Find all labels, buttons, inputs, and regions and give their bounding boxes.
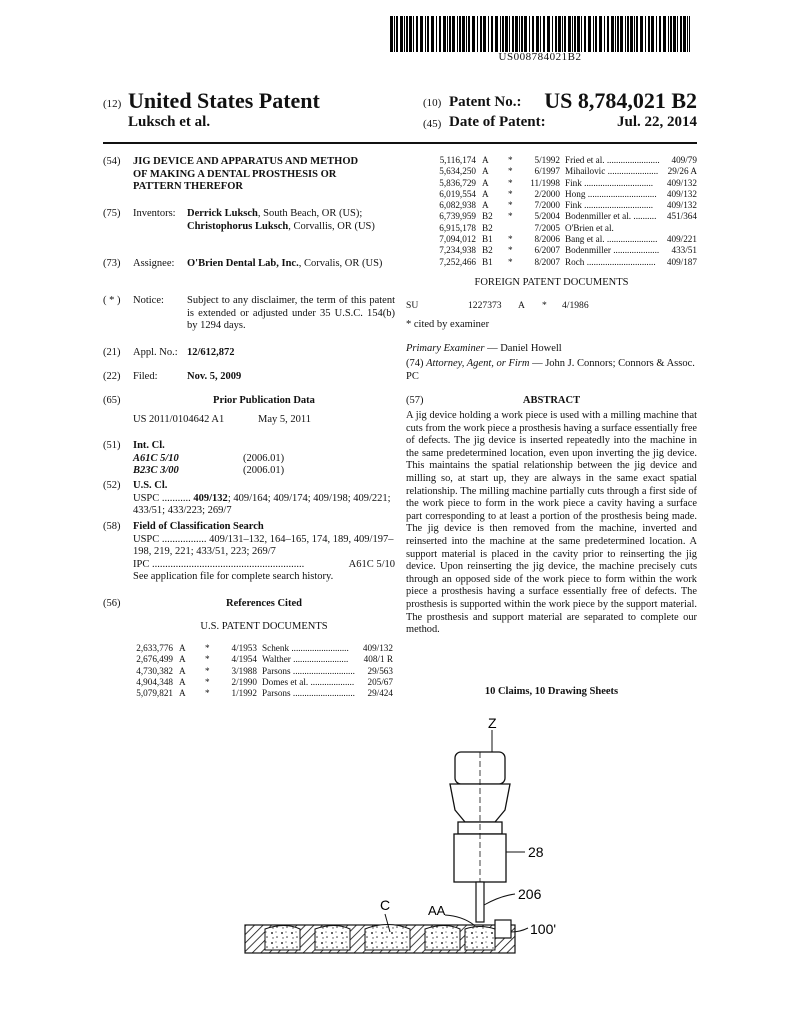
field-52: [103, 480, 395, 518]
attorney: (74) Attorney, Agent, or Firm — John J. Connors; Connors & Assoc. PC: [406, 358, 695, 382]
appl-no-value: 12/612,872: [187, 347, 235, 358]
int-cl-row-1: A61C 5/10 (2006.01): [133, 452, 285, 464]
assignee-value: O'Brien Dental Lab, Inc., Corvalis, OR (US): [187, 258, 383, 269]
header-rule: [103, 142, 697, 144]
list-item: 2,633,776 A * 4/1953 Schenk ......................... 409/132: [136, 643, 393, 653]
tag-65: (65): [103, 395, 121, 406]
prior-pub-heading: Prior Publication Data: [213, 395, 315, 406]
references-heading: References Cited: [226, 598, 302, 609]
field-51: [103, 440, 395, 478]
patent-title: JIG DEVICE AND APPARATUS AND METHOD OF MAKING A DENTAL PROSTHESIS OR PATTERN THEREFOR: [133, 156, 359, 192]
field-54: [103, 156, 395, 194]
abstract-text: A jig device holding a work piece is used with a milling machine that cuts from the work piece a prosthesis having a surface essentially free of defects. The jig device is inserted repeatedly into the machine in the same predetermined location, even upon inverting the jig device. This maintains the spatial relationship between the jig device and milling so, at start up, they are always in the same exact spatial relationship. The milling machine partially cuts through a first side of the work piece to form in the work piece a cavity having a surface part corresponding to at least a portion of the prosthesis being made. The jig device is then removed from the machine, inverted and reinserted into the machine at the same predetermined location. A support material is placed in the cavity prior to reinserting the jig device. Upon reinserting the jig device, the machine precisely cuts through an opposed side of the work piece to form within the work piece a prosthesis having a surface essentially free of defects. The prosthesis is supported within the work piece by the support material. The prosthesis and support material are separated to complete our method.: [406, 410, 697, 636]
barcode-number: US008784021B2: [498, 51, 582, 63]
primary-examiner: Primary Examiner — Daniel Howell: [406, 343, 562, 354]
field-search-label: Field of Classification Search: [133, 521, 264, 532]
field-21: [103, 347, 395, 360]
us-cl-value: USPC ........... 409/132; 409/164; 409/174; 409/198; 409/221; 433/51; 433/223; 269/7: [133, 492, 391, 516]
list-item: 6,739,959 B2 * 5/2004 Bodenmiller et al. .......... 451/364: [439, 211, 697, 222]
claims-line: 10 Claims, 10 Drawing Sheets: [484, 686, 619, 697]
field-notice: [103, 295, 395, 333]
list-item: 5,836,729 A * 11/1998 Fink .............................. 409/132: [439, 177, 697, 188]
list-item: 7,094,012 B1 * 8/2006 Bang et al. ...................... 409/221: [439, 234, 697, 245]
inventors-value: Derrick Luksch, South Beach, OR (US); Christophorus Luksch, Corvallis, OR (US): [187, 208, 375, 232]
jig-device: [245, 920, 515, 953]
field-75: [103, 208, 395, 233]
leader-aa: [445, 915, 474, 925]
label-206: 206: [518, 886, 542, 902]
field-search-note: See application file for complete search history.: [133, 571, 334, 582]
tag-58: (58): [103, 521, 121, 532]
field-search-ipc: IPC .......................................................... A61C 5/10: [133, 558, 395, 570]
tag-10: (10): [423, 97, 442, 109]
field-56: [103, 598, 395, 633]
field-65: [103, 395, 395, 426]
list-item: 7,234,938 B2 * 6/2007 Bodenmiller .................... 433/51: [439, 245, 697, 256]
label-100: 100': [530, 921, 557, 937]
foreign-heading: FOREIGN PATENT DOCUMENTS: [474, 277, 629, 288]
tag-notice: ( * ): [103, 295, 121, 306]
filed-value: Nov. 5, 2009: [187, 371, 242, 382]
cited-by-examiner: * cited by examiner: [406, 319, 490, 330]
int-cl-row-2: B23C 3/00 (2006.01): [133, 465, 285, 476]
list-item: 6,019,554 A * 2/2000 Hong .............................. 409/132: [439, 188, 697, 199]
appl-no-label: Appl. No.:: [133, 347, 178, 358]
doc-type: United States Patent: [128, 88, 320, 113]
tag-52: (52): [103, 480, 121, 491]
patent-date: Jul. 22, 2014: [616, 114, 697, 130]
abstract-heading-row: (57) ABSTRACT: [406, 395, 697, 408]
patent-drawing: [240, 710, 570, 960]
cutter-206: [476, 882, 484, 922]
field-search-uspc: USPC ................. 409/131–132, 164–165, 174, 189, 409/197–198, 219, 221; 433/51, 223; 269/7: [133, 533, 394, 557]
prior-pub-row: US 2011/0104642 A1 May 5, 2011: [133, 413, 311, 425]
tag-56: (56): [103, 598, 121, 609]
label-28: 28: [528, 844, 544, 860]
label-c: C: [380, 897, 391, 913]
list-item: 6,915,178 B2 7/2005 O'Brien et al.: [439, 222, 614, 233]
field-58: [103, 521, 395, 584]
tag-51: (51): [103, 440, 121, 451]
tag-54: (54): [103, 156, 121, 167]
tag-21: (21): [103, 347, 121, 358]
tag-73: (73): [103, 258, 121, 269]
assignee-label: Assignee:: [133, 258, 175, 269]
notice-label: Notice:: [133, 295, 164, 306]
foreign-ref: SU 1227373 A * 4/1986: [406, 300, 589, 311]
list-item: 6,082,938 A * 7/2000 Fink .............................. 409/132: [439, 200, 697, 211]
tag-45: (45): [423, 118, 442, 130]
tag-22: (22): [103, 371, 121, 382]
label-aa: AA: [428, 903, 446, 918]
us-cl-label: U.S. Cl.: [133, 480, 168, 491]
field-22: [103, 371, 395, 384]
list-item: 4,730,382 A * 3/1988 Parsons ........................... 29/563: [136, 665, 393, 676]
filed-label: Filed:: [133, 371, 158, 382]
field-73: [103, 258, 395, 271]
label-z: Z: [488, 715, 497, 731]
date-label: Date of Patent:: [449, 114, 546, 130]
left-reference-list: [103, 643, 393, 699]
us-patent-docs-heading: U.S. PATENT DOCUMENTS: [200, 620, 328, 632]
inventor-short: Luksch et al.: [128, 114, 211, 130]
inventors-label: Inventors:: [133, 208, 176, 219]
int-cl-label: Int. Cl.: [133, 440, 165, 451]
list-item: 2,676,499 A * 4/1954 Walther ........................ 408/1 R: [136, 654, 393, 665]
tag-12: (12): [103, 98, 122, 110]
list-item: 4,904,348 A * 2/1990 Domes et al. ................... 205/67: [136, 676, 393, 687]
tag-75: (75): [103, 208, 121, 219]
patent-no-label: Patent No.:: [449, 94, 522, 110]
list-item: 5,634,250 A * 6/1997 Mihailovic ...................... 29/26 A: [439, 166, 697, 177]
patent-number: US 8,784,021 B2: [544, 88, 697, 113]
leader-206: [484, 894, 515, 905]
abstract-heading: ABSTRACT: [522, 395, 581, 406]
right-reference-list: [406, 155, 697, 268]
list-item: 5,079,821 A * 1/1992 Parsons ........................... 29/424: [136, 688, 393, 699]
notice-text: Subject to any disclaimer, the term of this patent is extended or adjusted under 35 U.S.C. 154(b) by 1294 days.: [187, 295, 395, 331]
list-item: 7,252,466 B1 * 8/2007 Roch .............................. 409/187: [439, 256, 697, 267]
list-item: 5,116,174 A * 5/1992 Fried et al. ....................... 409/79: [439, 155, 697, 165]
barcode: [390, 16, 690, 52]
